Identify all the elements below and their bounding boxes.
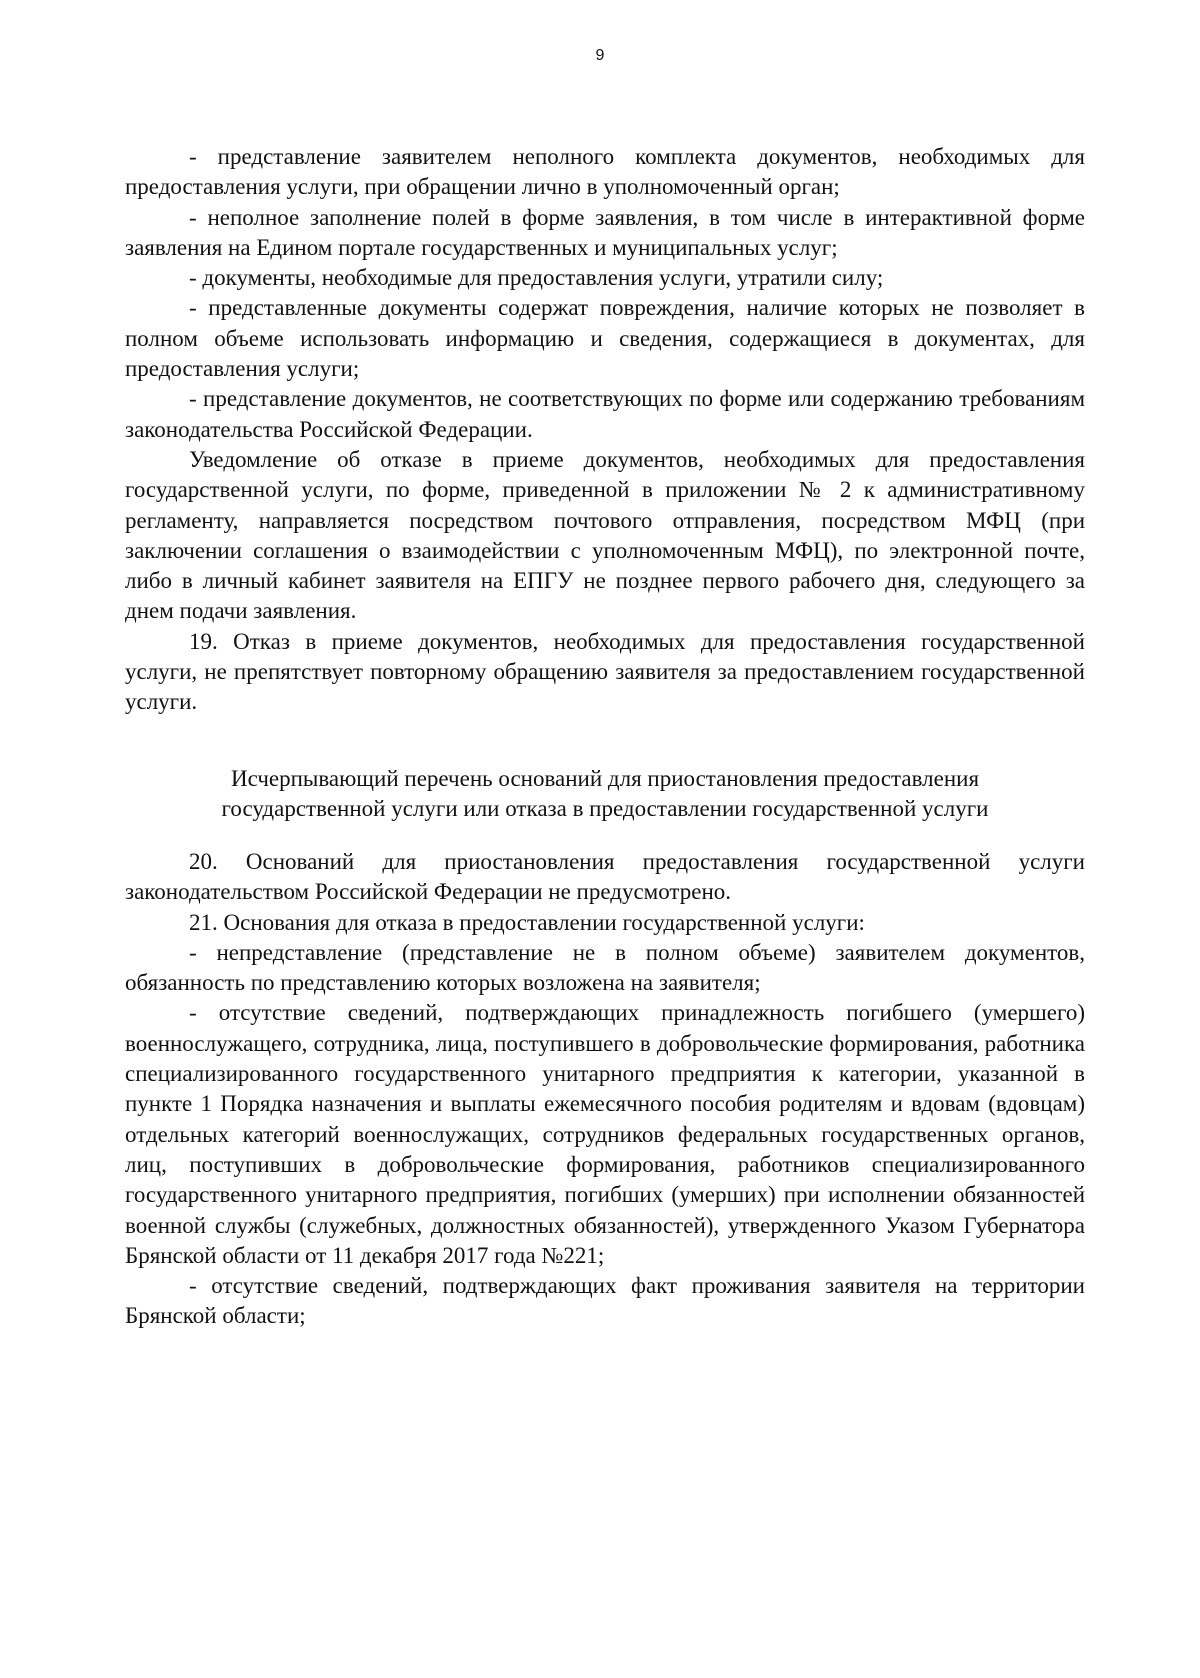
paragraph-incomplete-form-fields: - неполное заполнение полей в форме заявления, в том числе в интерактивной форме заявления на Едином портале государственных и муниципальных услуг; — [125, 204, 1085, 260]
page-number: 9 — [595, 47, 605, 64]
paragraph-item-19: 19. Отказ в приеме документов, необходимых для предоставления государственной услуги, не препятствует повторному обращению заявителя за предоставлением государственной услуги. — [125, 628, 1085, 715]
paragraph-damaged-documents: - представленные документы содержат повреждения, наличие которых не позволяет в полном объеме использовать информацию и сведения, содержащиеся в документах, для предоставления услуги; — [125, 295, 1085, 382]
paragraph-missing-category-info: - отсутствие сведений, подтверждающих принадлежность погибшего (умершего) военнослужащего, сотрудника, лица, поступившего в добровольческие формирования, работника специализированного государственного унитарного предприятия к категории, указанной в пункте 1 Порядка назначения и выплаты ежемесячного пособия родителям и вдовам (вдовцам) отдельных категорий военнослужащих, сотрудников федеральных государственных органов, лиц, поступивших в добровольческие формирования, работников специализированного государственного унитарного предприятия, погибших (умерших) при исполнении обязанностей военной службы (служебных, должностных обязанностей), утвержденного Указом Губернатора Брянской области от 11 декабря 2017 года №221; — [125, 1000, 1085, 1268]
paragraph-refusal-notice: Уведомление об отказе в приеме документов, необходимых для предоставления государственной услуги, по форме, приведенной в приложении № 2 к административному регламенту, направляется посредством почтового отправления, посредством МФЦ (при заключении соглашения о взаимодействии с уполномоченным МФЦ), по электронной почте, либо в личный кабинет заявителя на ЕПГУ не позднее первого рабочего дня, следующего за днем подачи заявления. — [125, 446, 1085, 624]
section-heading — [125, 764, 1085, 825]
section-heading-line-2: государственной услуги или отказа в предоставлении государственной услуги — [221, 796, 989, 822]
paragraph-item-21: 21. Основания для отказа в предоставлении государственной услуги: — [189, 909, 865, 935]
paragraph-expired-documents: - документы, необходимые для предоставления услуги, утратили силу; — [189, 265, 884, 291]
section-heading-line-1: Исчерпывающий перечень оснований для приостановления предоставления — [230, 766, 980, 791]
paragraph-missing-residence-info: - отсутствие сведений, подтверждающих факт проживания заявителя на территории Брянской области; — [125, 1273, 1085, 1329]
text-block-lower — [125, 847, 1085, 1332]
paragraph-item-20: 20. Оснований для приостановления предоставления государственной услуги законодательством Российской Федерации не предусмотрено. — [125, 849, 1085, 905]
paragraph-missing-documents: - непредставление (представление не в полном объеме) заявителем документов, обязанность по представлению которых возложена на заявителя; — [125, 939, 1085, 996]
paragraph-nonconforming-documents: - представление документов, не соответствующих по форме или содержанию требованиям законодательства Российской Федерации. — [125, 386, 1085, 442]
text-block-upper — [125, 142, 1085, 718]
paragraph-incomplete-documents: - представление заявителем неполного комплекта документов, необходимых для предоставления услуги, при обращении лично в уполномоченный орган; — [125, 144, 1085, 200]
